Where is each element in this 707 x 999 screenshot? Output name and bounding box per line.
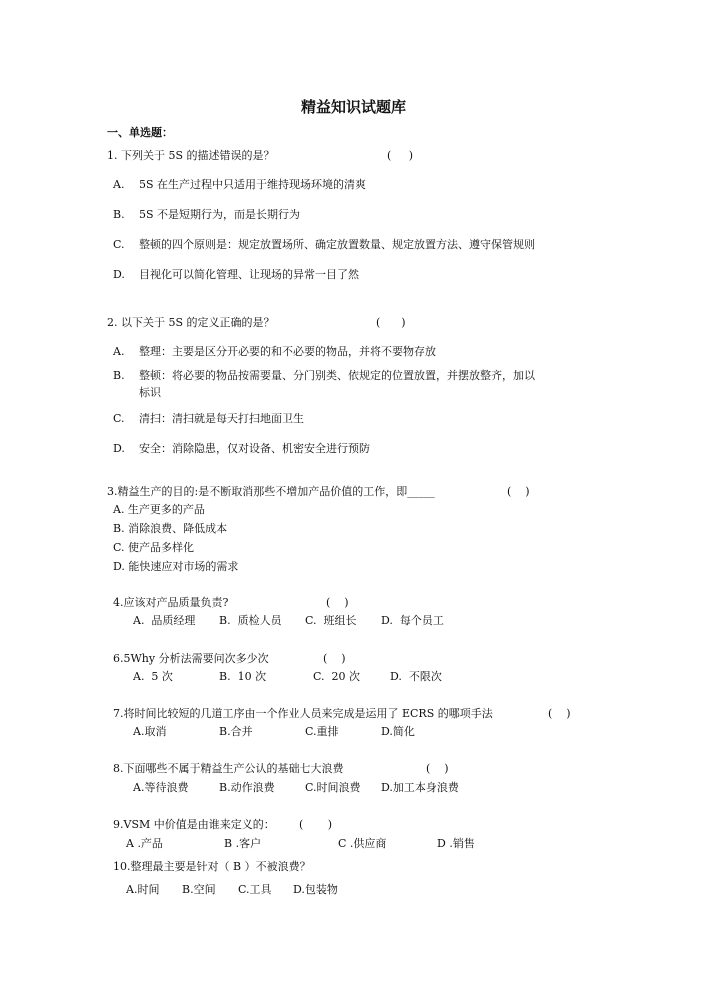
question-10-option-b: B.空间 bbox=[182, 883, 216, 896]
question-7-answer-paren: ( ) bbox=[548, 707, 571, 720]
question-1-option-a: A. 5S 在生产过程中只适用于维持现场环境的清爽 bbox=[113, 178, 367, 191]
question-1-stem: 1. 下列关于 5S 的描述错误的是？ bbox=[107, 149, 275, 162]
question-9-option-c: C .供应商 bbox=[338, 837, 387, 850]
question-4-option-d: D. 每个员工 bbox=[381, 614, 444, 627]
question-3-option-a: A. 生产更多的产品 bbox=[113, 503, 205, 516]
question-2-option-d: D. 安全：消除隐患，仅对设备、机密安全进行预防 bbox=[113, 442, 370, 455]
question-8-answer-paren: ( ) bbox=[426, 762, 449, 775]
question-9-option-a: A .产品 bbox=[126, 837, 163, 850]
question-2-option-a: A. 整理：主要是区分开必要的和不必要的物品，并将不要物存放 bbox=[113, 345, 436, 358]
question-7-stem: 7.将时间比较短的几道工序由一个作业人员来完成是运用了 ECRS 的哪项手法 bbox=[113, 707, 493, 720]
question-6-option-b: B. 10 次 bbox=[219, 670, 267, 683]
question-3-stem: 3.精益生产的目的:是不断取消那些不增加产品价值的工作，即_____ bbox=[107, 485, 435, 498]
question-6-answer-paren: ( ) bbox=[323, 652, 346, 665]
question-8-option-d: D.加工本身浪费 bbox=[381, 781, 459, 794]
question-2-option-b-cont: 标识 bbox=[139, 386, 161, 399]
question-6-stem: 6.5Why 分析法需要问次多少次 bbox=[113, 652, 269, 665]
question-3-answer-paren: ( ) bbox=[507, 485, 530, 498]
question-10-option-c: C.工具 bbox=[238, 883, 272, 896]
question-3-option-b: B. 消除浪费、降低成本 bbox=[113, 522, 228, 535]
question-10-stem: 10.整理最主要是针对（ B ）不被浪费？ bbox=[113, 860, 311, 873]
question-10-option-d: D.包装物 bbox=[293, 883, 338, 896]
question-1-answer-paren: ( ) bbox=[387, 149, 414, 162]
question-1-option-c: C. 整顿的四个原则是：规定放置场所、确定放置数量、规定放置方法、遵守保管规则 bbox=[113, 238, 535, 251]
question-9-stem: 9.VSM 中价值是由谁来定义的： bbox=[113, 818, 275, 831]
question-2-answer-paren: ( ) bbox=[376, 316, 406, 329]
question-7-option-c: C.重排 bbox=[305, 725, 339, 738]
question-2-option-b: B. 整顿：将必要的物品按需要量、分门别类、依规定的位置放置，并摆放整齐，加以 bbox=[113, 369, 535, 382]
question-4-option-a: A. 品质经理 bbox=[133, 614, 196, 627]
question-8-option-b: B.动作浪费 bbox=[219, 781, 275, 794]
question-8-option-a: A.等待浪费 bbox=[133, 781, 189, 794]
question-4-answer-paren: ( ) bbox=[326, 596, 349, 609]
question-8-stem: 8.下面哪些不属于精益生产公认的基础七大浪费 bbox=[113, 762, 344, 775]
question-10-option-a: A.时间 bbox=[126, 883, 160, 896]
question-3-option-c: C. 使产品多样化 bbox=[113, 541, 195, 554]
question-6-option-c: C. 20 次 bbox=[313, 670, 361, 683]
question-6-option-d: D. 不限次 bbox=[390, 670, 442, 683]
section-heading: 一、单选题： bbox=[107, 126, 173, 139]
question-4-stem: 4.应该对产品质量负责? bbox=[113, 596, 229, 609]
question-4-option-b: B. 质检人员 bbox=[219, 614, 282, 627]
question-1-option-d: D. 目视化可以简化管理、让现场的异常一目了然 bbox=[113, 268, 359, 281]
question-2-option-c: C. 清扫：清扫就是每天打扫地面卫生 bbox=[113, 412, 304, 425]
question-7-option-b: B.合并 bbox=[219, 725, 253, 738]
question-6-option-a: A. 5 次 bbox=[133, 670, 173, 683]
question-9-option-d: D .销售 bbox=[437, 837, 475, 850]
question-4-option-c: C. 班组长 bbox=[305, 614, 357, 627]
question-1-option-b: B. 5S 不是短期行为，而是长期行为 bbox=[113, 208, 301, 221]
question-7-option-d: D.简化 bbox=[381, 725, 415, 738]
question-3-option-d: D. 能快速应对市场的需求 bbox=[113, 560, 239, 573]
question-2-stem: 2. 以下关于 5S 的定义正确的是？ bbox=[107, 316, 275, 329]
question-8-option-c: C.时间浪费 bbox=[305, 781, 361, 794]
question-9-option-b: B .客户 bbox=[224, 837, 262, 850]
document-title: 精益知识试题库 bbox=[300, 98, 406, 116]
question-9-answer-paren: ( ) bbox=[299, 818, 333, 831]
question-7-option-a: A.取消 bbox=[133, 725, 167, 738]
